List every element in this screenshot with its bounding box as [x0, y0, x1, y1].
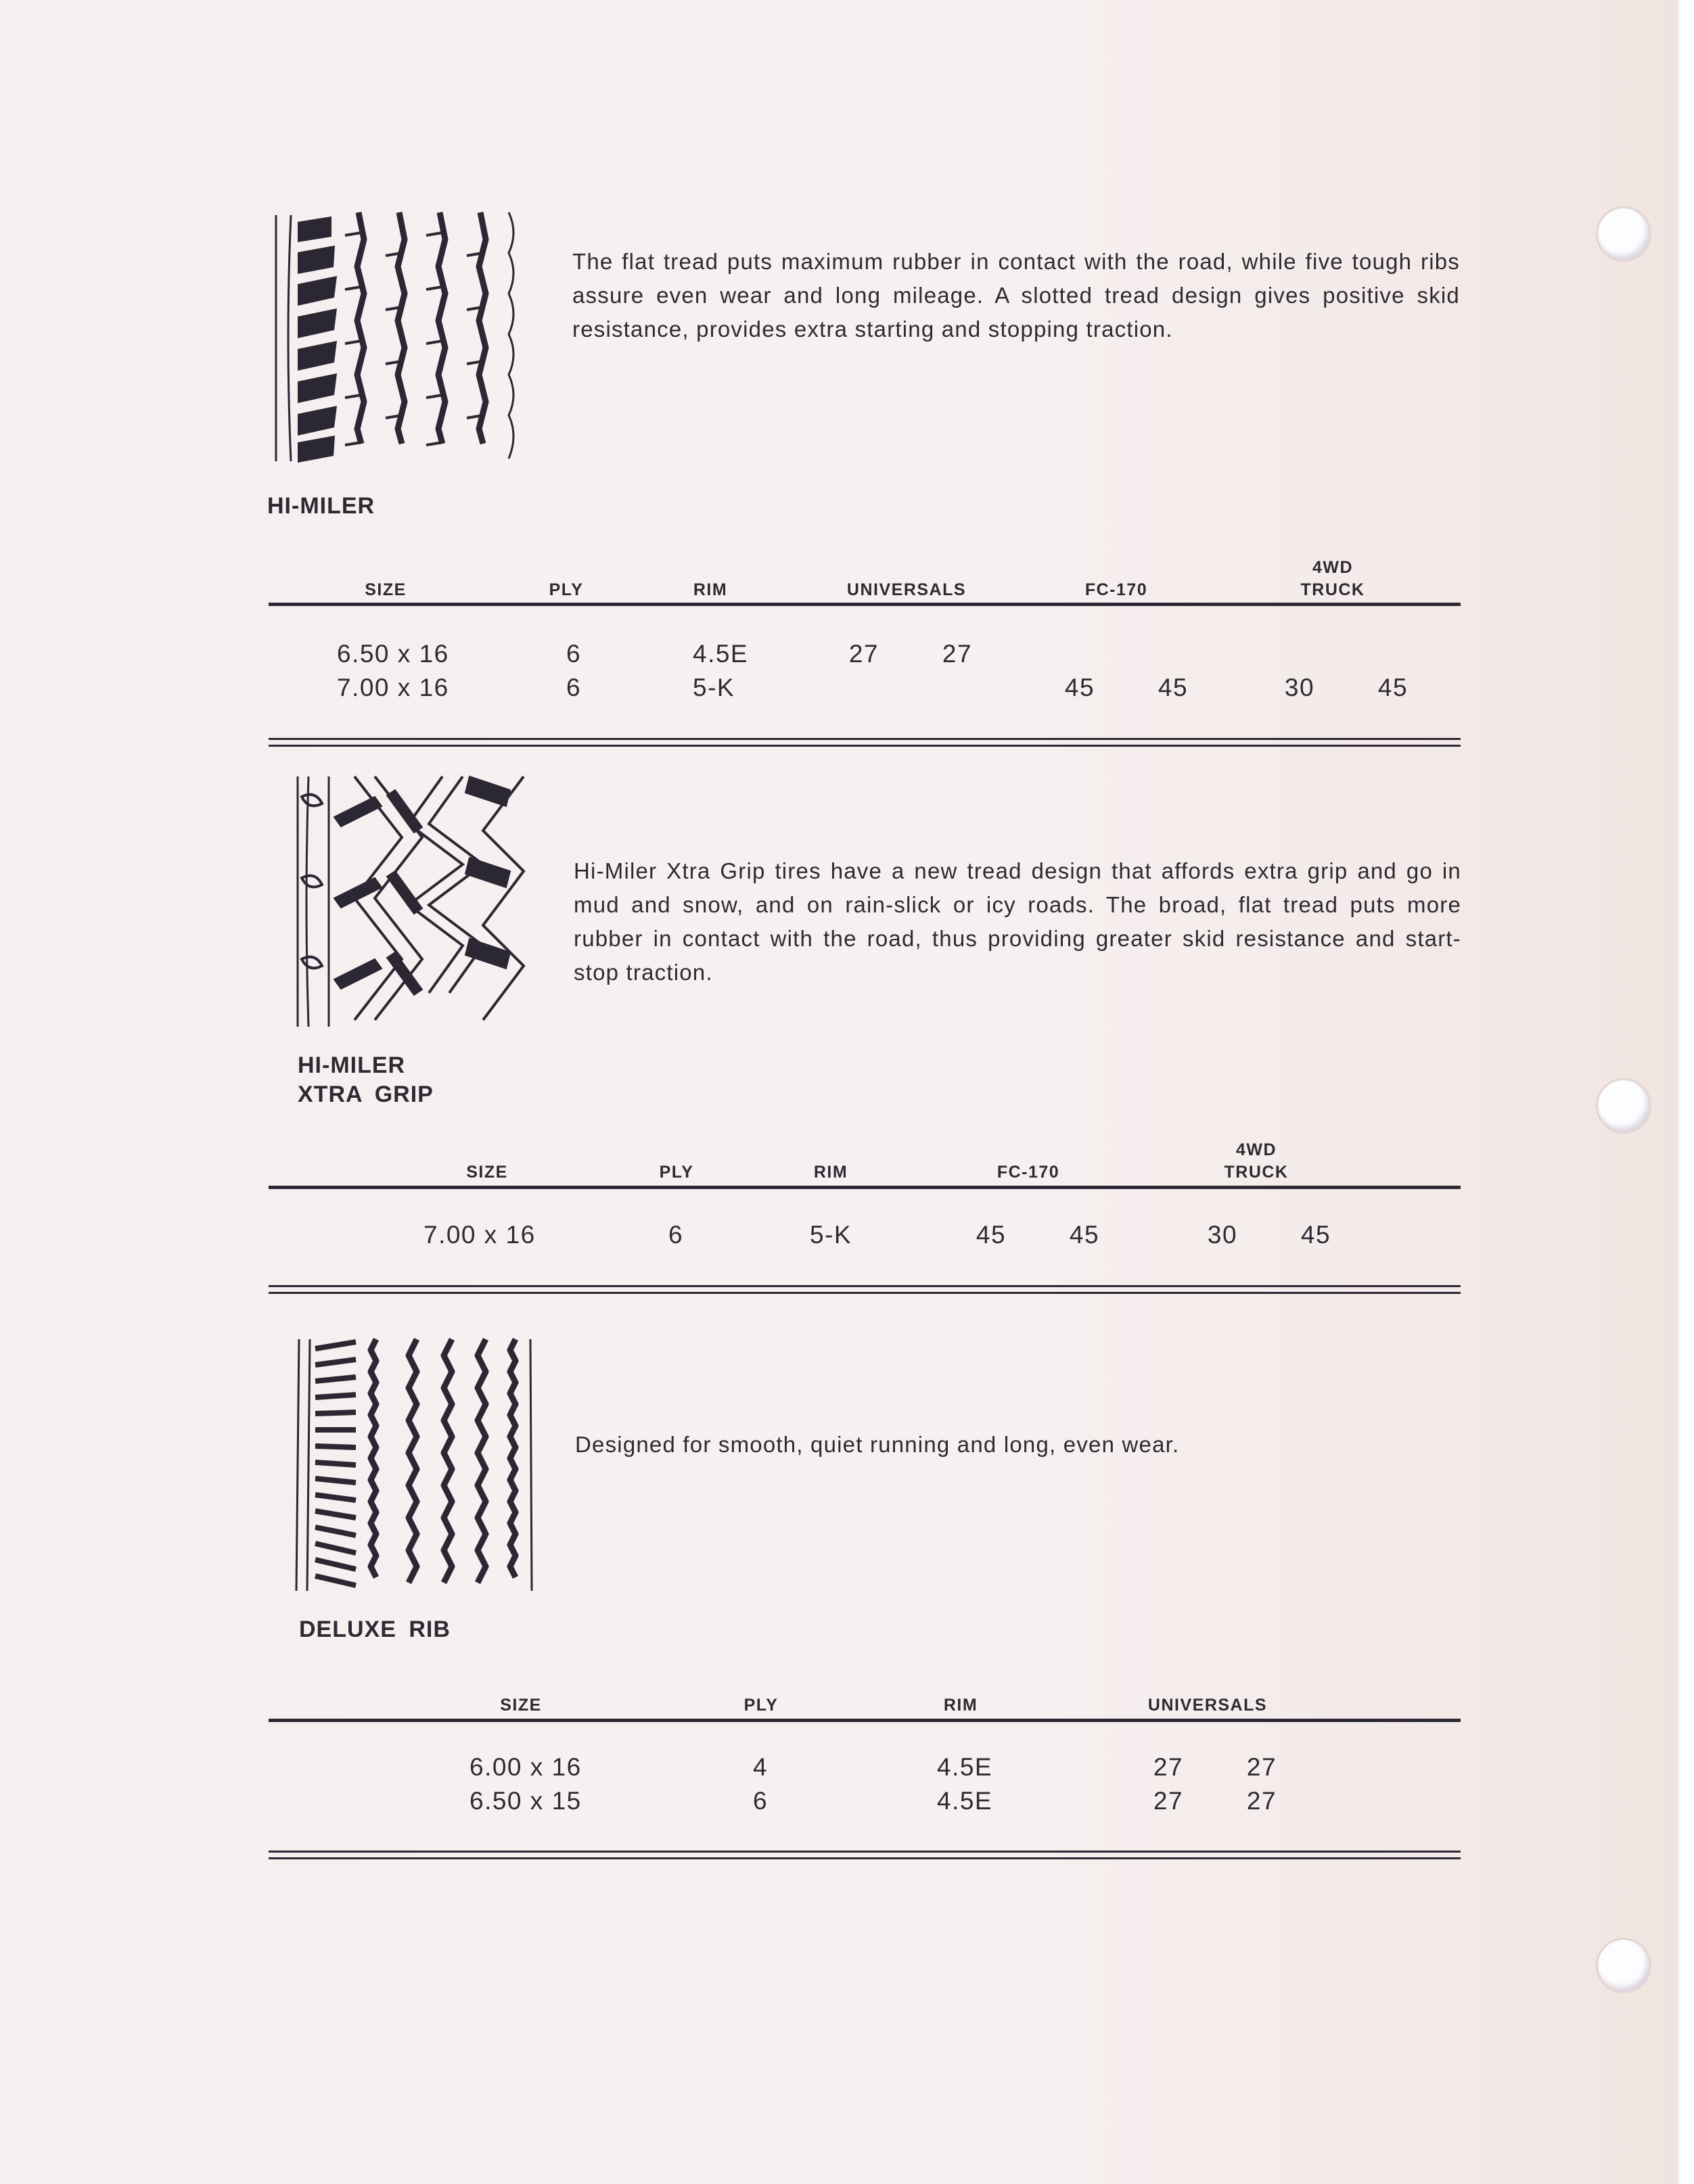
section-divider: [269, 738, 1461, 740]
cell-ply: 6: [668, 1221, 684, 1249]
binder-hole-bottom: [1598, 1940, 1649, 1991]
col-header-rim: RIM: [693, 580, 728, 599]
cell-size: 6.50 x 15: [470, 1787, 582, 1815]
col-header-truck: TRUCK: [1300, 580, 1365, 599]
col-header-rim: RIM: [813, 1163, 848, 1182]
xtra-grip-tread-icon: [294, 770, 537, 1032]
col-header-ply: PLY: [549, 580, 584, 599]
cell-universals: 27 27: [1153, 1787, 1277, 1815]
cell-4wd-truck: 30 45: [1207, 1221, 1331, 1249]
hi-miler-tread-icon: [271, 208, 528, 468]
col-header-truck: TRUCK: [1224, 1163, 1289, 1182]
header-rule: [269, 1186, 1461, 1189]
hi-miler-description: The flat tread puts maximum rubber in contact with the road, while five tough ribs assure even wear and long mileage. A slotted tread design gives positive skid resistance, provides extra starting and stopping traction.: [572, 249, 1460, 342]
cell-rim: 4.5E: [937, 1753, 993, 1781]
cell-rim: 4.5E: [693, 640, 749, 668]
cell-universals: 27 27: [1153, 1753, 1277, 1781]
section-divider: [269, 745, 1461, 747]
header-rule: [269, 1719, 1461, 1722]
cell-rim: 5-K: [693, 674, 735, 701]
cell-universals: 27 27: [848, 640, 973, 668]
cell-fc170: 45 45: [1064, 674, 1189, 701]
header-rule: [269, 603, 1461, 606]
section-divider: [269, 1857, 1461, 1859]
cell-size: 7.00 x 16: [337, 674, 449, 701]
section-divider: [269, 1292, 1461, 1294]
hi-miler-title: HI-MILER: [267, 493, 375, 519]
binder-hole-top: [1598, 208, 1649, 260]
col-header-rim: RIM: [943, 1696, 978, 1715]
cell-ply: 4: [753, 1753, 769, 1781]
col-header-ply: PLY: [659, 1163, 694, 1182]
cell-size: 7.00 x 16: [424, 1221, 536, 1249]
cell-ply: 6: [566, 640, 582, 668]
col-header-size: SIZE: [365, 580, 407, 599]
section-divider: [269, 1285, 1461, 1287]
col-header-fc170: FC-170: [1084, 580, 1148, 599]
cell-fc170: 45 45: [976, 1221, 1100, 1249]
cell-rim: 4.5E: [937, 1787, 993, 1815]
cell-size: 6.50 x 16: [337, 640, 449, 668]
xtra-grip-title-line1: HI-MILER: [298, 1052, 406, 1078]
cell-rim: 5-K: [810, 1221, 852, 1249]
xtra-grip-description: Hi-Miler Xtra Grip tires have a new tread design that affords extra grip and go in mud and snow, and on rain-slick or icy roads. The broad, flat tread puts more rubber in contact with the road, thus providing greater skid resistance and start-stop traction.: [574, 858, 1461, 985]
col-header-4wd: 4WD: [1312, 558, 1354, 577]
col-header-universals: UNIVERSALS: [846, 580, 967, 599]
cell-ply: 6: [566, 674, 582, 701]
col-header-ply: PLY: [743, 1696, 779, 1715]
col-header-universals: UNIVERSALS: [1147, 1696, 1268, 1715]
section-divider: [269, 1851, 1461, 1853]
deluxe-rib-title: DELUXE RIB: [299, 1617, 451, 1642]
cell-ply: 6: [753, 1787, 769, 1815]
col-header-size: SIZE: [466, 1163, 508, 1182]
col-header-4wd: 4WD: [1235, 1140, 1277, 1159]
binder-hole-middle: [1598, 1080, 1649, 1132]
cell-4wd-truck: 30 45: [1284, 674, 1409, 701]
xtra-grip-title-line2: XTRA GRIP: [298, 1082, 434, 1107]
deluxe-rib-description: Designed for smooth, quiet running and long, even wear.: [575, 1432, 1180, 1457]
col-header-fc170: FC-170: [997, 1163, 1060, 1182]
col-header-size: SIZE: [500, 1696, 542, 1715]
cell-size: 6.00 x 16: [470, 1753, 582, 1781]
deluxe-rib-tread-icon: [295, 1335, 540, 1594]
